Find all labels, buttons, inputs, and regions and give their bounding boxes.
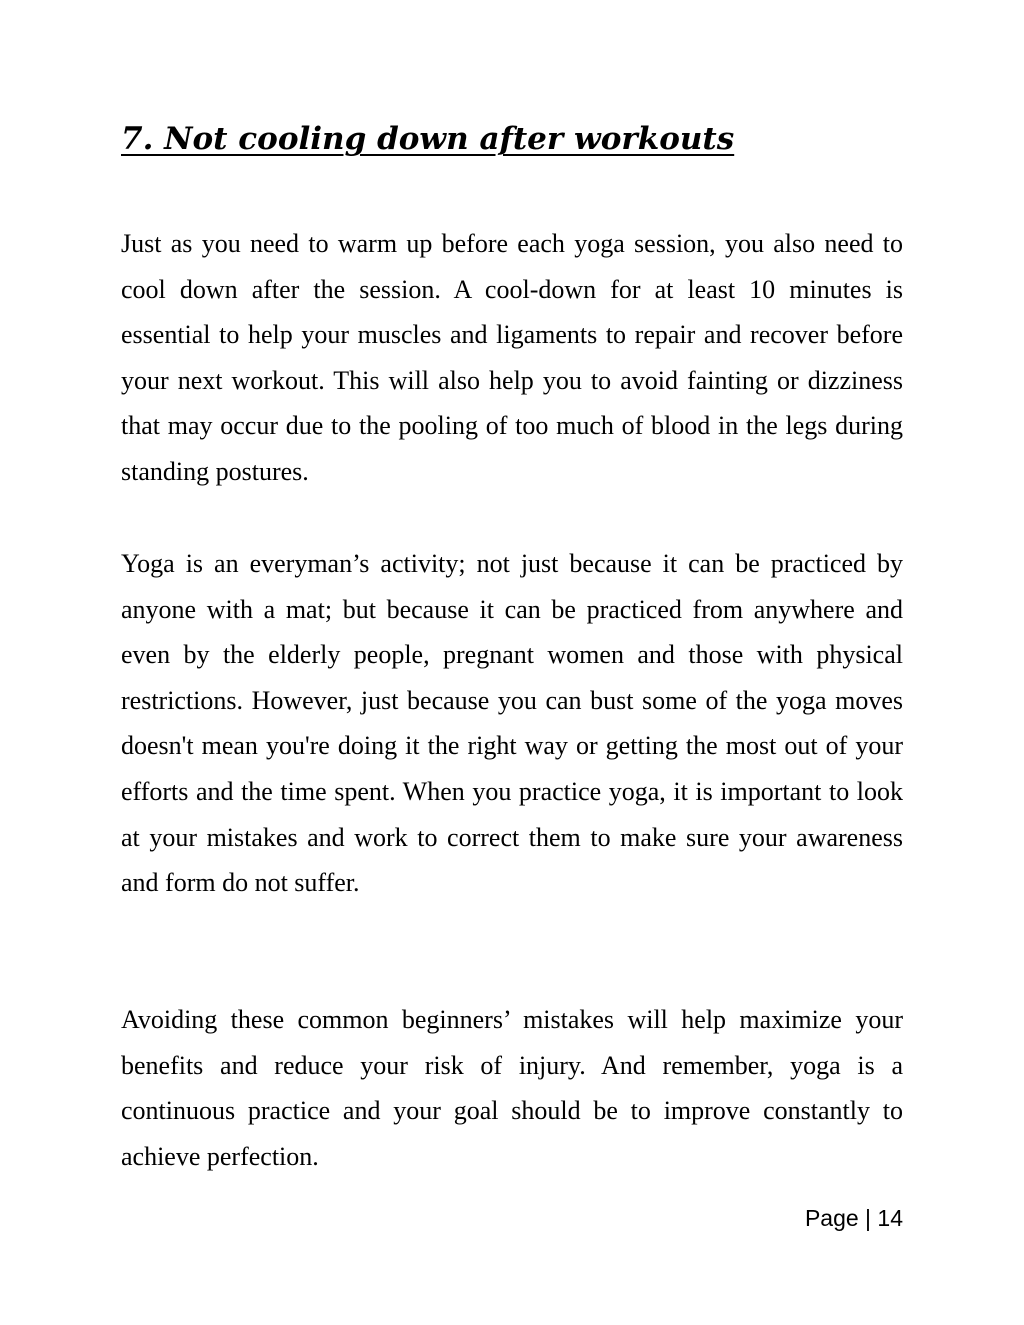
page-number: Page | 14 <box>804 1205 903 1231</box>
paragraph-conclusion: Avoiding these common beginners’ mistakes will help maximize your benefits and reduce your risk of injury. And remember, yoga is a continuous practice and your goal should be to improve constantly to achieve perfection. <box>121 1005 903 1171</box>
paragraph-cool-down: Just as you need to warm up before each yoga session, you also need to cool down after the session. A cool-down for at least 10 minutes is essential to help your muscles and ligaments to repair and recover before your next workout. This will also help you to avoid fainting or dizziness that may occur due to the pooling of too much of blood in the legs during standing postures. <box>121 229 903 486</box>
section-heading: 7. Not cooling down after workouts <box>121 121 735 157</box>
paragraph-everyman-activity: Yoga is an everyman’s activity; not just because it can be practiced by anyone with a mat; but because it can be practiced from anywhere and even by the elderly people, pregnant women and those with physical restrictions. However, just because you can bust some of the yoga moves doesn't mean you're doing it the right way or getting the most out of your efforts and the time spent. When you practice yoga, it is important to look at your mistakes and work to correct them to make sure your awareness and form do not suffer. <box>121 549 903 898</box>
